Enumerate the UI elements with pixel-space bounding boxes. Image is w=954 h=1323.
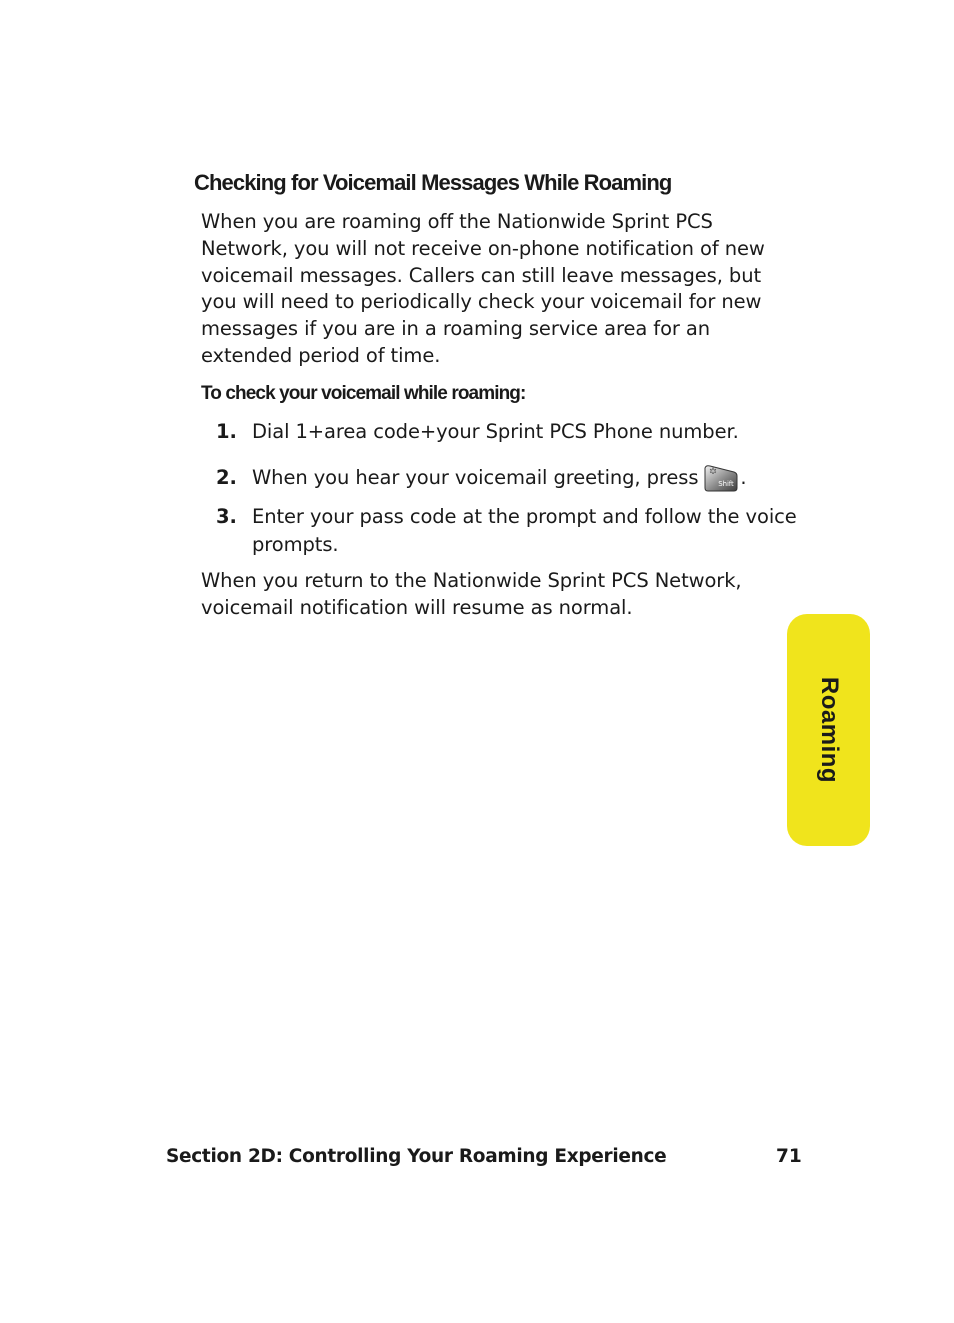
step-number: 3. (216, 505, 237, 528)
step-3 (216, 503, 806, 559)
key-label: Shift (718, 480, 735, 488)
step-2 (216, 464, 806, 492)
step-text-end: . (740, 466, 747, 489)
step-1 (216, 418, 806, 446)
step-text: Dial 1+area code+your Sprint PCS Phone number. (252, 420, 739, 443)
closing-paragraph: When you return to the Nationwide Sprint PCS Network, voicemail notification will resume as normal. (201, 569, 742, 619)
step-text: Enter your pass code at the prompt and follow the voice prompts. (252, 505, 797, 556)
footer-page-number: 71 (776, 1146, 802, 1167)
step-number: 2. (216, 466, 237, 489)
side-tab-roaming (787, 614, 870, 846)
intro-paragraph: When you are roaming off the Nationwide Sprint PCS Network, you will not receive on-phone notification of new voicemail messages. Callers can still leave messages, but you will need to periodically check your voicemail for new messages if you are in a roaming service area for an extended period of time. (201, 210, 765, 367)
footer-section-title: Section 2D: Controlling Your Roaming Experience (166, 1146, 667, 1167)
step-number: 1. (216, 420, 237, 443)
star-shift-key-icon (702, 464, 738, 492)
side-tab-label: Roaming (815, 676, 843, 784)
step-text-wrap (252, 464, 806, 492)
svg-text:*: * (710, 466, 717, 480)
procedure-subheading: To check your voicemail while roaming: (201, 383, 526, 404)
section-heading: Checking for Voicemail Messages While Roaming (194, 170, 672, 195)
step-text: When you hear your voicemail greeting, press (252, 466, 699, 489)
